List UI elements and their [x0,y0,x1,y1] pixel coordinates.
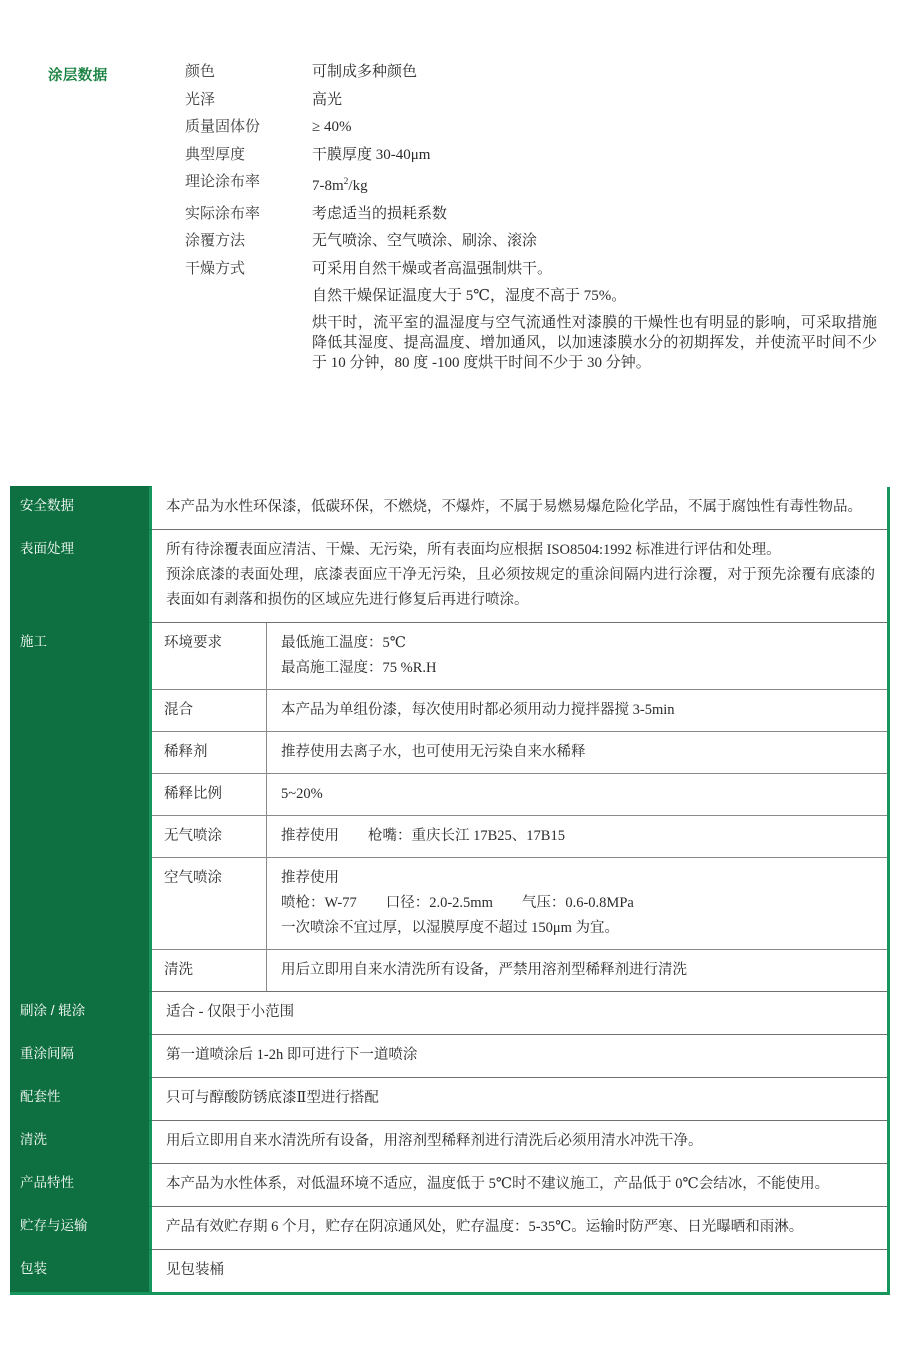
row-label-brush-roller: 刷涂 / 辊涂 [10,991,152,1034]
sub-row-content [267,950,887,991]
sub-row-label-cleaning: 清洗 [152,950,267,991]
row-content [152,1035,887,1077]
sub-row-label-thinner: 稀释剂 [152,732,267,773]
coating-data-value-line: 可采用自然干燥或者高温强制烘干。 [312,260,553,277]
table-row [10,991,887,1034]
coating-data-label: 质量固体份 [185,119,261,135]
row-paragraph: 用后立即用自来水清洗所有设备，用溶剂型稀释剂进行清洗后必须用清水冲洗干净。 [166,1133,703,1149]
row-paragraph: 适合 - 仅限于小范围 [166,1004,295,1020]
sub-row-label-air-spray: 空气喷涂 [152,858,267,949]
sub-row-content [267,690,887,731]
coating-data-value-line: 可制成多种颜色 [312,64,418,80]
coating-data-value-paragraph: 烘干时，流平室的温湿度与空气流通性对漆膜的干燥性也有明显的影响，可采取措施降低其湿度、提高温度、增加通风，以加速漆膜水分的初期挥发，并使流平时间不少于 10 分钟，80 度 -100 度烘干时间不少于 30 分钟。 [312,314,877,371]
table-row [10,1077,887,1120]
row-content [152,530,887,622]
coating-data-value [312,204,900,224]
row-label-compatibility: 配套性 [10,1077,152,1120]
coating-data-label: 光泽 [185,91,216,108]
sub-row-line: 推荐使用 [281,870,339,886]
sub-row-content [267,623,887,689]
coating-data-row [185,90,900,110]
table-row [10,529,887,622]
sub-row-line: 一次喷涂不宜过厚，以湿膜厚度不超过 150μm 为宜。 [281,920,620,936]
table-row [10,1249,887,1292]
sub-row-line: 推荐使用 枪嘴：重庆长江 17B25、17B15 [281,828,565,844]
row-label-safety-data: 安全数据 [10,486,152,529]
sub-row [152,773,887,815]
coating-data-value-line: 无气喷涂、空气喷涂、刷涂、滚涂 [312,233,538,249]
sub-row-label-mixing: 混合 [152,690,267,731]
coating-data-value-line: 自然干燥保证温度大于 5℃，湿度不高于 75%。 [312,287,627,304]
sub-row-line: 用后立即用自来水清洗所有设备，严禁用溶剂型稀释剂进行清洗 [281,962,687,978]
row-content [152,1121,887,1163]
coating-data-value [312,259,900,380]
coating-data-section [0,52,900,387]
row-content [152,1250,887,1292]
row-paragraph: 第一道喷涂后 1-2h 即可进行下一道喷涂 [166,1047,418,1063]
sub-row-label-dilution-ratio: 稀释比例 [152,774,267,815]
coating-data-row [185,231,900,251]
coating-data-label: 典型厚度 [185,146,246,163]
coating-data-label: 实际涂布率 [185,205,261,222]
sub-row-line: 本产品为单组份漆，每次使用时都必须用动力搅拌器搅 3-5min [281,702,675,718]
sub-row-line: 5~20% [281,786,323,802]
construction-subtable [152,623,887,991]
sub-row-label-environment: 环境要求 [152,623,267,689]
table-row [10,1163,887,1206]
coating-data-title: 涂层数据 [48,68,108,84]
row-paragraph: 所有待涂覆表面应清洁、干燥、无污染，所有表面均应根据 ISO8504:1992 标准进行评估和处理。 [166,542,781,558]
product-specification-table [10,487,890,1295]
row-label-surface-treatment: 表面处理 [10,529,152,622]
row-label-product-characteristics: 产品特性 [10,1163,152,1206]
row-paragraph: 只可与醇酸防锈底漆Ⅱ型进行搭配 [166,1090,379,1106]
coating-data-label: 理论涂布率 [185,174,261,190]
sub-row [152,857,887,949]
sub-row-content [267,774,887,815]
coating-data-value-line [312,172,900,196]
sub-row [152,949,887,991]
coating-data-value [312,231,900,251]
sub-row [152,815,887,857]
coating-data-row [185,172,900,196]
table-row [10,487,887,529]
row-content [152,1207,887,1249]
sub-row-content [267,732,887,773]
sub-row-content [267,816,887,857]
table-row [10,622,887,991]
row-content [152,992,887,1034]
coating-data-value-line: 考虑适当的损耗系数 [312,205,448,222]
coating-data-row [185,259,900,380]
coverage-base: 7-8m [312,178,344,194]
coating-data-rows [185,52,900,380]
coating-data-label: 干燥方式 [185,260,246,277]
sub-row [152,623,887,689]
row-paragraph: 本产品为水性体系，对低温环境不适应，温度低于 5℃时不建议施工，产品低于 0℃会结冰，不能使用。 [166,1176,830,1192]
coating-data-value-line: ≥ 40% [312,119,352,135]
sub-row-line: 最高施工湿度：75 %R.H [281,660,437,676]
row-label-packaging: 包装 [10,1249,152,1292]
row-paragraph: 见包装桶 [166,1262,224,1278]
coating-data-row [185,145,900,165]
row-label-construction: 施工 [10,622,152,991]
table-row [10,1034,887,1077]
coating-data-row [185,62,900,82]
coating-data-value [312,145,900,165]
coverage-superscript: 2 [343,177,349,187]
row-content [152,1078,887,1120]
sub-row-content [267,858,887,949]
coating-data-label: 涂覆方法 [185,233,246,249]
sub-row-line: 推荐使用去离子水，也可使用无污染自来水稀释 [281,744,586,760]
row-label-cleaning: 清洗 [10,1120,152,1163]
row-label-storage-transport: 贮存与运输 [10,1206,152,1249]
coating-data-value [312,172,900,196]
row-content [152,1164,887,1206]
coverage-tail: /kg [348,178,368,194]
sub-row-line: 喷枪：W-77 口径：2.0-2.5mm 气压：0.6-0.8MPa [281,895,634,911]
row-paragraph: 本产品为水性环保漆，低碳环保，不燃烧，不爆炸，不属于易燃易爆危险化学品，不属于腐蚀性有毒性物品。 [166,499,862,515]
row-paragraph: 产品有效贮存期 6 个月，贮存在阴凉通风处，贮存温度：5-35℃。运输时防严寒、日光曝晒和雨淋。 [166,1219,804,1235]
sub-row-line: 最低施工温度：5℃ [281,635,406,651]
coating-data-value [312,117,900,137]
coating-data-row [185,204,900,224]
coating-data-value [312,62,900,82]
sub-row [152,731,887,773]
coating-data-label: 颜色 [185,64,216,80]
sub-row [152,689,887,731]
coating-data-value [312,90,900,110]
row-content [152,487,887,529]
coating-data-value-line: 高光 [312,91,343,108]
row-label-recoat-interval: 重涂间隔 [10,1034,152,1077]
coating-data-value-line: 干膜厚度 30-40μm [312,146,431,163]
table-row [10,1120,887,1163]
sub-row-label-airless-spray: 无气喷涂 [152,816,267,857]
coating-data-row [185,117,900,137]
row-paragraph: 预涂底漆的表面处理，底漆表面应干净无污染，且必须按规定的重涂间隔内进行涂覆，对于预先涂覆有底漆的表面如有剥落和损伤的区域应先进行修复后再进行喷涂。 [166,567,875,608]
table-row [10,1206,887,1249]
